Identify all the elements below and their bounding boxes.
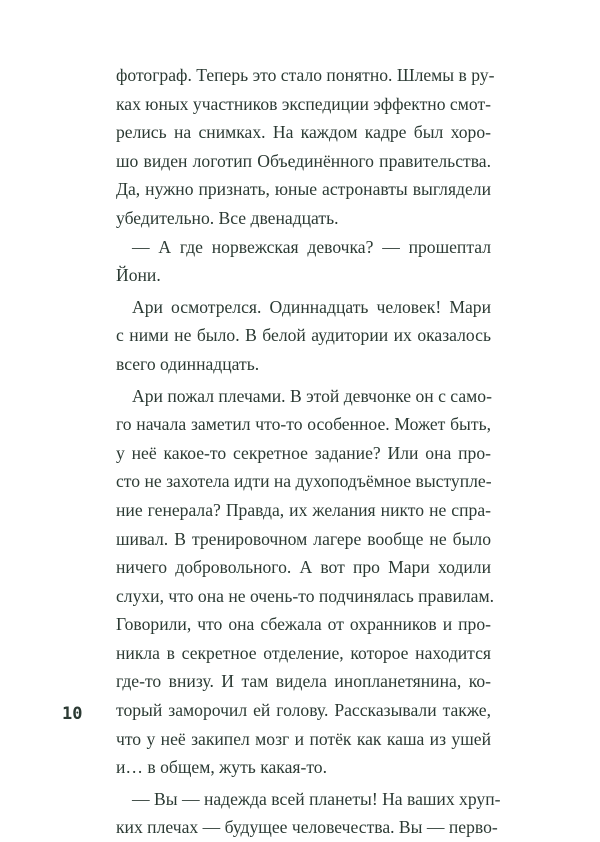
text-line: релись на снимках. На каждом кадре был хоро- (116, 122, 491, 143)
text-line: убедительно. Все двенадцать. (116, 207, 339, 228)
text-line: с ними не было. В белой аудитории их оказалось (116, 325, 491, 346)
text-line: ничего добровольного. А вот про Мари ходили (116, 557, 491, 578)
page-number: 10 (62, 704, 83, 724)
text-line: всего одиннадцать. (116, 353, 260, 374)
text-line: и… в общем, жуть какая-то. (116, 757, 327, 778)
text-line: где-то внизу. И там видела инопланетянина, ко- (116, 671, 491, 692)
text-line: Говорили, что она сбежала от охранников и про- (116, 614, 491, 635)
text-line: го начала заметил что-то особенное. Может быть, (116, 414, 491, 435)
text-line: фотограф. Теперь это стало понятно. Шлемы в ру- (116, 65, 495, 85)
text-line: что у неё закипел мозг и потёк как каша из ушей (116, 728, 491, 749)
text-line: ких плечах — будущее человечества. Вы — перво- (116, 817, 498, 838)
text-line: Да, нужно признать, юные астронавты выглядели (116, 179, 491, 200)
text-line: шо виден логотип Объединённого правительства. (116, 150, 491, 171)
text-line: Ари осмотрелся. Одиннадцать человек! Мари (132, 296, 491, 317)
body-text (116, 61, 501, 842)
text-line: — А где норвежская девочка? — прошептал (132, 236, 491, 257)
text-line: сто не захотела идти на духоподъёмное выступле- (116, 471, 492, 492)
text-line: Ари пожал плечами. В этой девчонке он с само- (132, 385, 492, 406)
text-line: торый заморочил ей голову. Рассказывали также, (116, 700, 491, 721)
text-line: у неё какое-то секретное задание? Или она про- (116, 442, 491, 463)
text-line: Йони. (116, 265, 161, 286)
text-line: слухи, что она не очень-то подчинялась правилам. (116, 585, 494, 606)
text-line: никла в секретное отделение, которое находится (116, 642, 491, 663)
text-line: — Вы — надежда всей планеты! На ваших хруп- (132, 788, 501, 809)
text-line: шивал. В тренировочном лагере вообще не было (116, 528, 491, 549)
text-line: ках юных участников экспедиции эффектно смот- (116, 93, 491, 114)
text-line: ние генерала? Правда, их желания никто не спра- (116, 499, 491, 520)
